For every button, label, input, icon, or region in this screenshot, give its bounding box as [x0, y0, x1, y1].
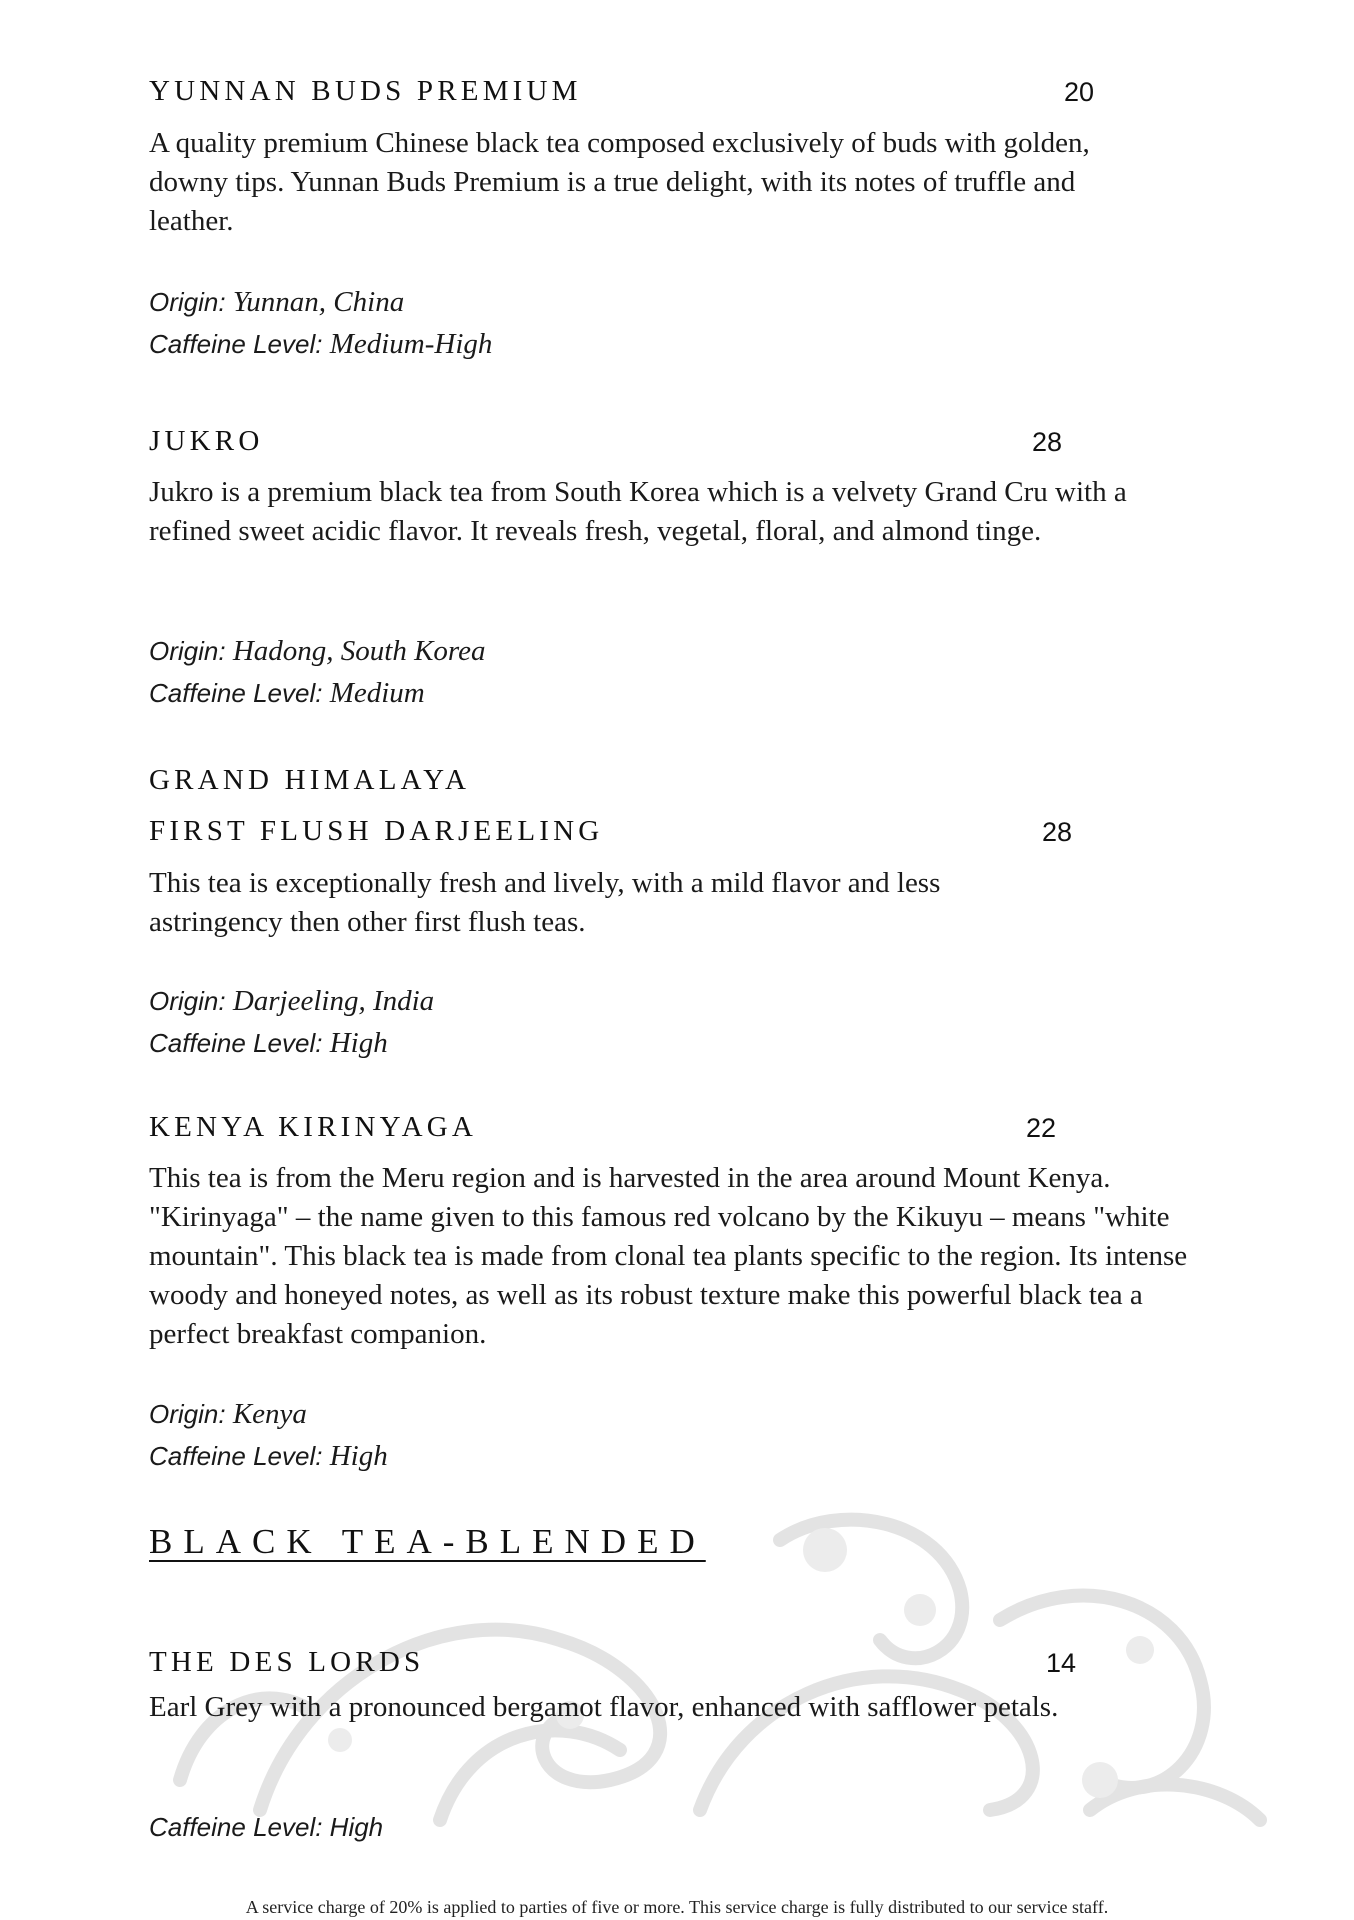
caffeine-label: Caffeine Level:: [149, 329, 323, 359]
origin-value: Hadong, South Korea: [232, 635, 486, 667]
tea-caffeine: [149, 323, 492, 365]
tea-description: Earl Grey with a pronounced bergamot flavor, enhanced with safflower petals.: [149, 1691, 1059, 1723]
caffeine-value: Medium-High: [329, 328, 493, 360]
origin-label: Origin:: [149, 986, 226, 1016]
tea-name: THE DES LORDS: [149, 1646, 425, 1678]
tea-description: This tea is from the Meru region and is harvested in the area around Mount Kenya. "Kirinyaga" – the name given to this famous red volcano by the Kikuyu – means "white mountain". This black tea is made from clonal tea plants specific to the region. Its intense woody and honeyed notes, as well as its robust texture make this powerful black tea a perfect breakfast companion.: [149, 1162, 1188, 1350]
tea-caffeine: [149, 672, 425, 714]
tea-price: 28: [1032, 427, 1063, 457]
caffeine-value: High: [329, 1027, 388, 1059]
tea-description: This tea is exceptionally fresh and lively, with a mild flavor and less astringency then other first flush teas.: [149, 867, 941, 938]
caffeine-label: Caffeine Level:: [149, 1028, 323, 1058]
caffeine-label: Caffeine Level:: [149, 1441, 323, 1471]
origin-value: Yunnan, China: [232, 286, 405, 318]
caffeine-label: Caffeine Level:: [149, 678, 323, 708]
origin-value: Kenya: [232, 1398, 307, 1430]
origin-label: Origin:: [149, 1399, 226, 1429]
tea-origin: [149, 980, 434, 1022]
tea-name: JUKRO: [149, 425, 264, 457]
tea-price: 22: [1026, 1113, 1057, 1143]
tea-caffeine: [149, 1806, 383, 1848]
caffeine-full: Caffeine Level: High: [149, 1812, 384, 1842]
tea-name: YUNNAN BUDS PREMIUM: [149, 75, 582, 107]
tea-origin: [149, 1393, 307, 1435]
origin-label: Origin:: [149, 636, 226, 666]
tea-name: KENYA KIRINYAGA: [149, 1111, 478, 1143]
tea-caffeine: [149, 1435, 388, 1477]
service-charge-note: A service charge of 20% is applied to parties of five or more. This service charge is fully distributed to our service staff.: [245, 1897, 1109, 1917]
caffeine-value: Medium: [329, 677, 425, 709]
tea-origin: [149, 630, 486, 672]
origin-label: Origin:: [149, 287, 226, 317]
tea-description: A quality premium Chinese black tea composed exclusively of buds with golden, downy tips. Yunnan Buds Premium is a true delight, with its notes of truffle and leather.: [149, 127, 1090, 237]
origin-value: Darjeeling, India: [232, 985, 435, 1017]
tea-name-line2: FIRST FLUSH DARJEELING: [149, 815, 604, 847]
tea-price: 28: [1042, 817, 1073, 847]
section-title: BLACK TEA-BLENDED: [149, 1522, 706, 1561]
tea-name-line1: GRAND HIMALAYA: [149, 764, 471, 796]
tea-origin: [149, 281, 404, 323]
tea-price: 20: [1064, 77, 1095, 107]
caffeine-value: High: [329, 1440, 388, 1472]
tea-caffeine: [149, 1022, 388, 1064]
tea-price: 14: [1046, 1648, 1077, 1678]
tea-description: Jukro is a premium black tea from South Korea which is a velvety Grand Cru with a refined sweet acidic flavor. It reveals fresh, vegetal, floral, and almond tinge.: [149, 476, 1127, 547]
